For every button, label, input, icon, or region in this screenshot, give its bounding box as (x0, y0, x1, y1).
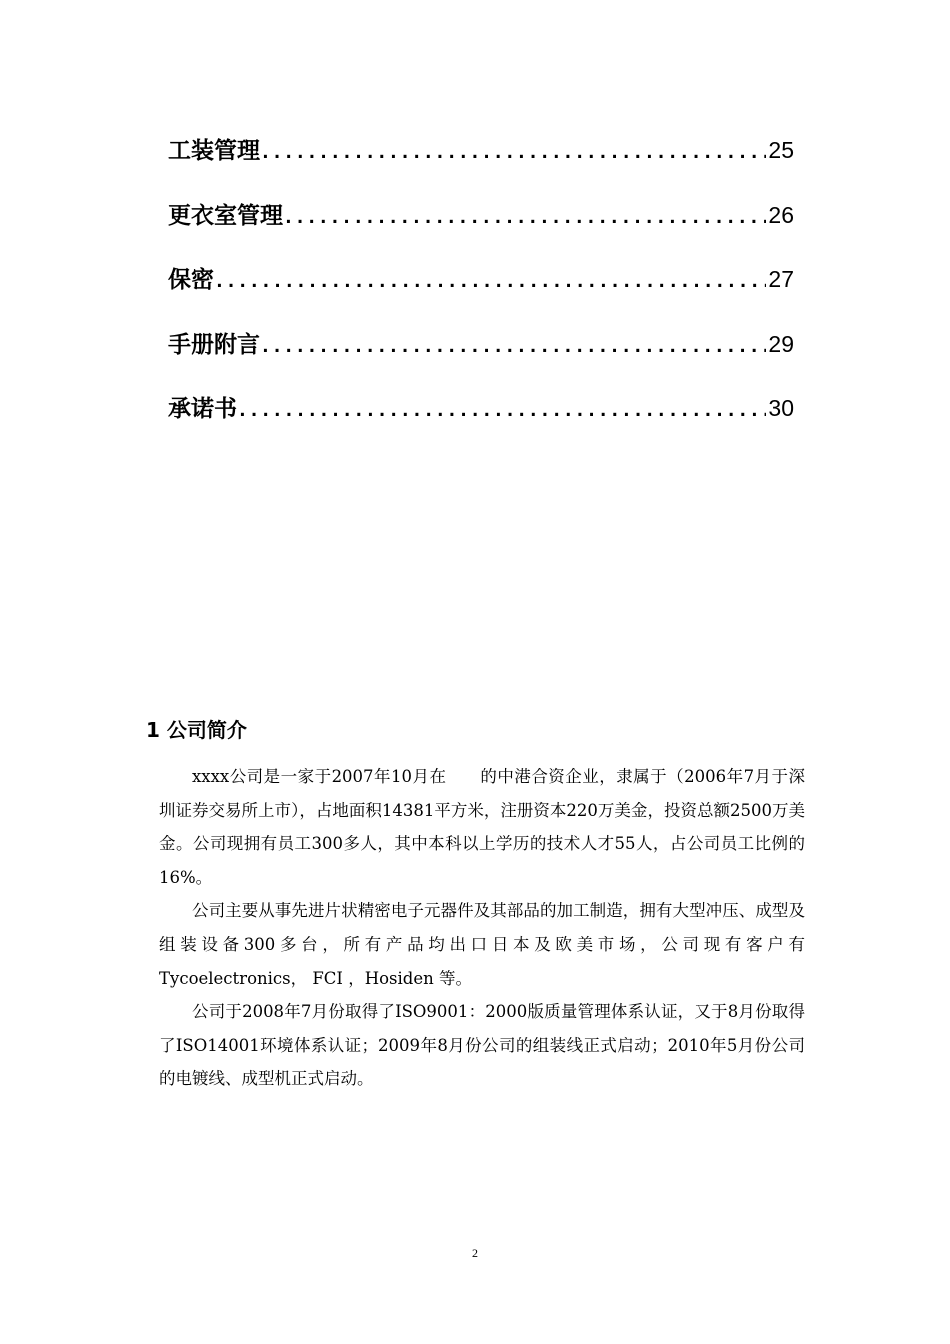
toc-entry[interactable] (168, 390, 794, 455)
toc-dot-leader (260, 336, 766, 357)
toc-dot-leader (214, 271, 766, 292)
toc-entry-title: 手册附言 (168, 331, 260, 358)
toc-entry-page: 25 (768, 137, 794, 163)
toc-entry-title: 承诺书 (168, 396, 237, 422)
toc-entry-title: 工装管理 (168, 138, 260, 164)
toc-entry[interactable] (168, 132, 794, 197)
toc-entry-page: 30 (768, 395, 794, 421)
table-of-contents (168, 132, 794, 455)
toc-dot-leader (237, 400, 766, 421)
toc-dot-leader (260, 142, 766, 163)
section-heading: 1 公司简介 (146, 718, 247, 742)
toc-entry-page: 27 (768, 266, 794, 292)
toc-entry[interactable] (168, 197, 794, 262)
toc-dot-leader (283, 207, 766, 228)
toc-entry[interactable] (168, 261, 794, 326)
toc-entry-page: 26 (768, 201, 794, 228)
body-paragraph: 公司于2008年7月份取得了ISO9001：2000版质量管理体系认证，又于8月份取得了ISO14001环境体系认证；2009年8月份公司的组装线正式启动；2010年5月份公司的电镀线、成型机正式启动。 (159, 1002, 805, 1089)
toc-entry[interactable] (168, 326, 794, 391)
section-body (159, 760, 805, 1096)
toc-entry-title: 更衣室管理 (168, 202, 283, 229)
body-paragraph: xxxx公司是一家于2007年10月在 的中港合资企业，隶属于（2006年7月于深圳证券交易所上市），占地面积14381平方米，注册资本220万美金，投资总额2500万美金。公司现拥有员工300多人，其中本科以上学历的技术人才55人，占公司员工比例的16%。 (159, 767, 805, 887)
toc-entry-page: 29 (768, 330, 794, 357)
page-number: 2 (472, 1246, 478, 1260)
toc-entry-title: 保密 (168, 267, 214, 293)
body-paragraph: 公司主要从事先进片状精密电子元器件及其部品的加工制造，拥有大型冲压、成型及组装设备300多台，所有产品均出口日本及欧美市场，公司现有客户有Tycoelectronics， FCI ，Hosiden 等。 (159, 901, 805, 988)
